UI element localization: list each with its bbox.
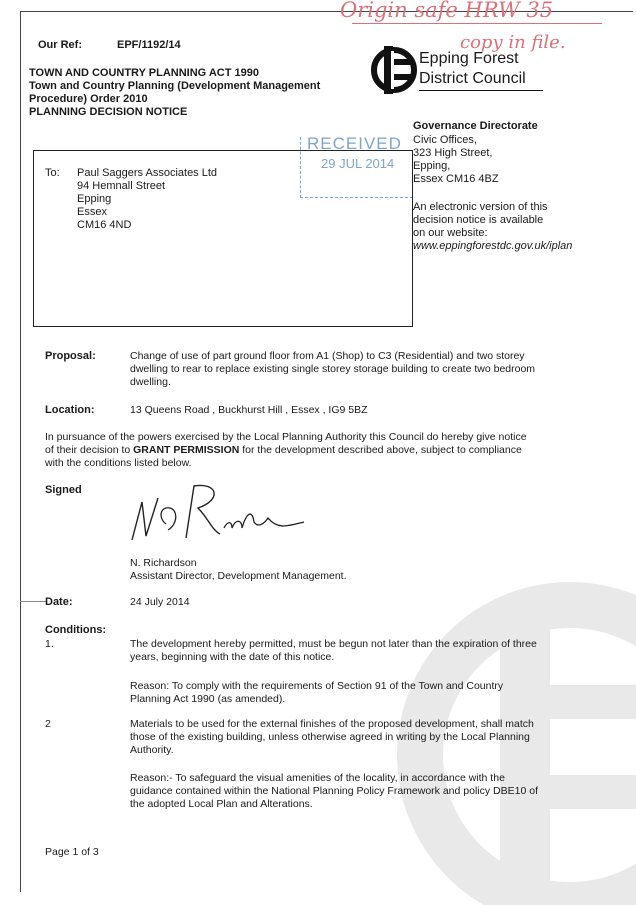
decision-line: In pursuance of the powers exercised by the Local Planning Authority this Council do hereby give notice xyxy=(45,431,527,443)
recipient-line: Essex xyxy=(77,206,107,218)
reference-value: EPF/1192/14 xyxy=(117,39,181,51)
stamp-date: 29 JUL 2014 xyxy=(321,156,395,171)
decision-paragraph xyxy=(45,431,605,470)
proposal-label: Proposal: xyxy=(45,350,96,362)
signed-label: Signed xyxy=(45,484,82,496)
reason-line: Planning Act 1990 (as amended). xyxy=(130,693,286,705)
reason-line: the adopted Local Plan and Alterations. xyxy=(130,798,313,810)
location-value: 13 Queens Road , Buckhurst Hill , Essex , IG9 5BZ xyxy=(130,404,368,416)
recipient-line: Paul Saggers Associates Ltd xyxy=(77,167,218,179)
act-title: TOWN AND COUNTRY PLANNING ACT 1990 xyxy=(29,67,260,79)
condition-reason xyxy=(130,680,600,706)
proposal-line: dwelling to rear to replace existing single storey storage building to create two bedroom xyxy=(130,363,536,375)
condition-line: The development hereby permitted, must be begun not later than the expiration of three xyxy=(130,638,537,650)
date-value: 24 July 2014 xyxy=(130,596,190,608)
website-link[interactable]: www.eppingforestdc.gov.uk/iplan xyxy=(413,240,573,252)
handwritten-top-note: Origin safe HRW 35 xyxy=(340,0,554,22)
reference-label: Our Ref: xyxy=(38,39,82,51)
signatory-name: N. Richardson xyxy=(130,557,197,569)
directorate-title: Governance Directorate xyxy=(413,120,538,132)
council-address-line: Civic Offices, xyxy=(413,134,477,146)
reason-line: guidance contained within the National Planning Policy Framework and policy DBE10 of xyxy=(130,785,538,797)
recipient-line: Epping xyxy=(77,193,112,205)
council-address-line: Epping, xyxy=(413,160,451,172)
condition-text xyxy=(130,638,600,664)
condition-line: Materials to be used for the external finishes of the proposed development, shall match xyxy=(130,718,534,730)
council-address-line: 323 High Street, xyxy=(413,147,493,159)
council-name-line2: District Council xyxy=(419,70,526,87)
condition-line: those of the existing building, unless otherwise agreed in writing by the Local Planning xyxy=(130,731,530,743)
signature-image xyxy=(128,478,308,548)
location-label: Location: xyxy=(45,404,95,416)
to-label: To: xyxy=(45,167,60,179)
date-label: Date: xyxy=(45,596,73,608)
date-rule xyxy=(20,601,46,602)
stamp-word: RECEIVED xyxy=(307,134,402,153)
reason-line: Reason:- To safeguard the visual amenities of the locality, in accordance with the xyxy=(130,772,505,784)
page-number: Page 1 of 3 xyxy=(45,846,99,858)
decision-line xyxy=(45,444,605,457)
reason-line: Reason: To comply with the requirements of Section 91 of the Town and Country xyxy=(130,680,504,692)
signatory-title: Assistant Director, Development Management. xyxy=(130,570,347,582)
order-title-line2: Procedure) Order 2010 xyxy=(29,93,148,105)
proposal-text xyxy=(130,350,600,389)
grant-permission-text: GRANT PERMISSION xyxy=(133,444,240,456)
condition-number: 1. xyxy=(45,638,54,650)
conditions-label: Conditions: xyxy=(45,624,107,636)
condition-number: 2 xyxy=(45,718,51,730)
council-address xyxy=(413,134,499,186)
web-note-line: on our website: xyxy=(413,227,488,239)
web-note-line: decision notice is available xyxy=(413,214,544,226)
council-name-line1: Epping Forest xyxy=(419,50,519,67)
recipient-address xyxy=(77,167,217,232)
handwritten-underline xyxy=(352,23,602,24)
signature-script: N Richardson xyxy=(128,478,135,479)
handwritten-copy-note: copy in file. xyxy=(460,32,566,53)
recipient-line: CM16 4ND xyxy=(77,219,132,231)
council-address-line: Essex CM16 4BZ xyxy=(413,173,499,185)
proposal-line: dwelling. xyxy=(130,376,171,388)
condition-line: Authority. xyxy=(130,744,174,756)
decision-line: with the conditions listed below. xyxy=(45,457,192,469)
condition-text xyxy=(130,718,605,757)
decision-text: for the development described above, subject to compliance xyxy=(239,444,522,456)
council-logo-icon xyxy=(369,43,417,97)
council-name-underline xyxy=(419,90,543,91)
recipient-line: 94 Hemnall Street xyxy=(77,180,166,192)
web-note xyxy=(413,201,548,240)
proposal-line: Change of use of part ground floor from A1 (Shop) to C3 (Residential) and two storey xyxy=(130,350,525,362)
decision-text: of their decision to xyxy=(45,444,134,456)
notice-title: PLANNING DECISION NOTICE xyxy=(29,106,188,118)
condition-reason xyxy=(130,772,605,811)
condition-line: years, beginning with the date of this notice. xyxy=(130,651,335,663)
web-note-line: An electronic version of this xyxy=(413,201,548,213)
order-title-line1: Town and Country Planning (Development Management xyxy=(29,80,321,92)
